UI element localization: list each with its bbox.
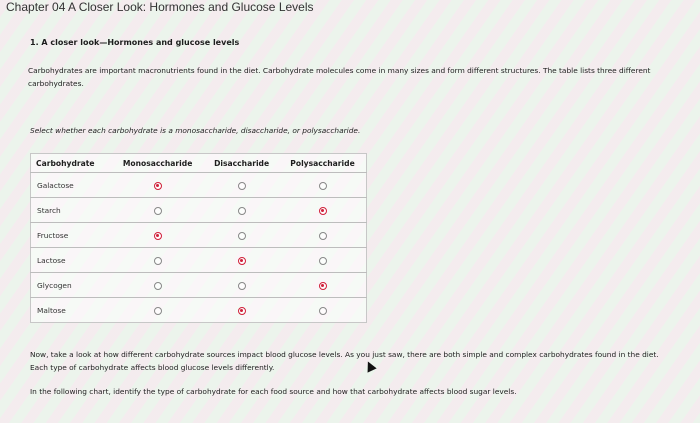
carbohydrate-name: Fructose xyxy=(37,230,69,240)
table-row xyxy=(31,248,367,273)
radio-cell xyxy=(111,248,204,273)
carbohydrate-name-cell xyxy=(31,248,112,273)
radio-cell xyxy=(279,273,366,298)
column-header-disaccharide: Disaccharide xyxy=(214,158,270,168)
carbohydrate-name: Starch xyxy=(37,205,61,215)
radio-cell xyxy=(204,298,279,323)
radio-cell xyxy=(279,198,366,223)
carbohydrate-name-cell xyxy=(31,273,112,298)
carbohydrate-name: Maltose xyxy=(37,305,66,315)
radio-disaccharide[interactable] xyxy=(238,282,246,290)
radio-cell xyxy=(204,223,279,248)
column-header-monosaccharide: Monosaccharide xyxy=(122,158,193,168)
instruction-text: Select whether each carbohydrate is a monosaccharide, disaccharide, or polysaccharide. xyxy=(30,126,361,135)
column-header-polysaccharide: Polysaccharide xyxy=(290,158,355,168)
radio-monosaccharide[interactable] xyxy=(154,282,162,290)
radio-polysaccharide[interactable] xyxy=(319,182,327,190)
carbohydrate-name-cell xyxy=(31,173,112,198)
followup-instruction: In the following chart, identify the type of carbohydrate for each food source and how that carbohydrate affects blood sugar levels. xyxy=(30,387,517,396)
radio-cell xyxy=(204,173,279,198)
table-row xyxy=(31,173,367,198)
radio-monosaccharide[interactable] xyxy=(154,257,162,265)
radio-cell xyxy=(111,198,204,223)
radio-cell xyxy=(111,223,204,248)
radio-disaccharide[interactable] xyxy=(238,182,246,190)
radio-polysaccharide[interactable] xyxy=(319,307,327,315)
carbohydrate-name: Lactose xyxy=(37,255,66,265)
radio-monosaccharide[interactable] xyxy=(154,307,162,315)
radio-cell xyxy=(111,298,204,323)
radio-cell xyxy=(111,173,204,198)
table-row xyxy=(31,198,367,223)
radio-cell xyxy=(279,298,366,323)
intro-paragraph: Carbohydrates are important macronutrients found in the diet. Carbohydrate molecules come in many sizes and form different structures. The table lists three different carbohydrates. xyxy=(28,66,651,88)
radio-disaccharide[interactable] xyxy=(238,257,246,265)
carbohydrate-table xyxy=(30,153,367,323)
radio-polysaccharide[interactable] xyxy=(319,282,327,290)
carbohydrate-name-cell xyxy=(31,223,112,248)
radio-polysaccharide[interactable] xyxy=(319,207,327,215)
radio-monosaccharide[interactable] xyxy=(154,182,162,190)
table-row xyxy=(31,223,367,248)
radio-cell xyxy=(204,273,279,298)
table-row xyxy=(31,298,367,323)
carbohydrate-name: Galactose xyxy=(37,180,74,190)
radio-cell xyxy=(204,198,279,223)
radio-polysaccharide[interactable] xyxy=(319,257,327,265)
table-header-row xyxy=(31,154,367,173)
chapter-title: Chapter 04 A Closer Look: Hormones and Glucose Levels xyxy=(6,0,314,14)
radio-monosaccharide[interactable] xyxy=(154,232,162,240)
radio-cell xyxy=(279,173,366,198)
section-title: 1. A closer look—Hormones and glucose levels xyxy=(30,38,240,47)
table-row xyxy=(31,273,367,298)
radio-cell xyxy=(279,248,366,273)
carbohydrate-name-cell xyxy=(31,298,112,323)
followup-paragraph: Now, take a look at how different carbohydrate sources impact blood glucose levels. As you just saw, there are both simple and complex carbohydrates found in the diet. Each type of carbohydrate affects blood glucose levels differently. xyxy=(30,350,659,372)
radio-cell xyxy=(204,248,279,273)
radio-disaccharide[interactable] xyxy=(238,207,246,215)
carbohydrate-name-cell xyxy=(31,198,112,223)
radio-cell xyxy=(111,273,204,298)
radio-cell xyxy=(279,223,366,248)
radio-disaccharide[interactable] xyxy=(238,307,246,315)
radio-disaccharide[interactable] xyxy=(238,232,246,240)
radio-polysaccharide[interactable] xyxy=(319,232,327,240)
column-header-carbohydrate: Carbohydrate xyxy=(36,158,95,168)
radio-monosaccharide[interactable] xyxy=(154,207,162,215)
carbohydrate-name: Glycogen xyxy=(37,280,72,290)
